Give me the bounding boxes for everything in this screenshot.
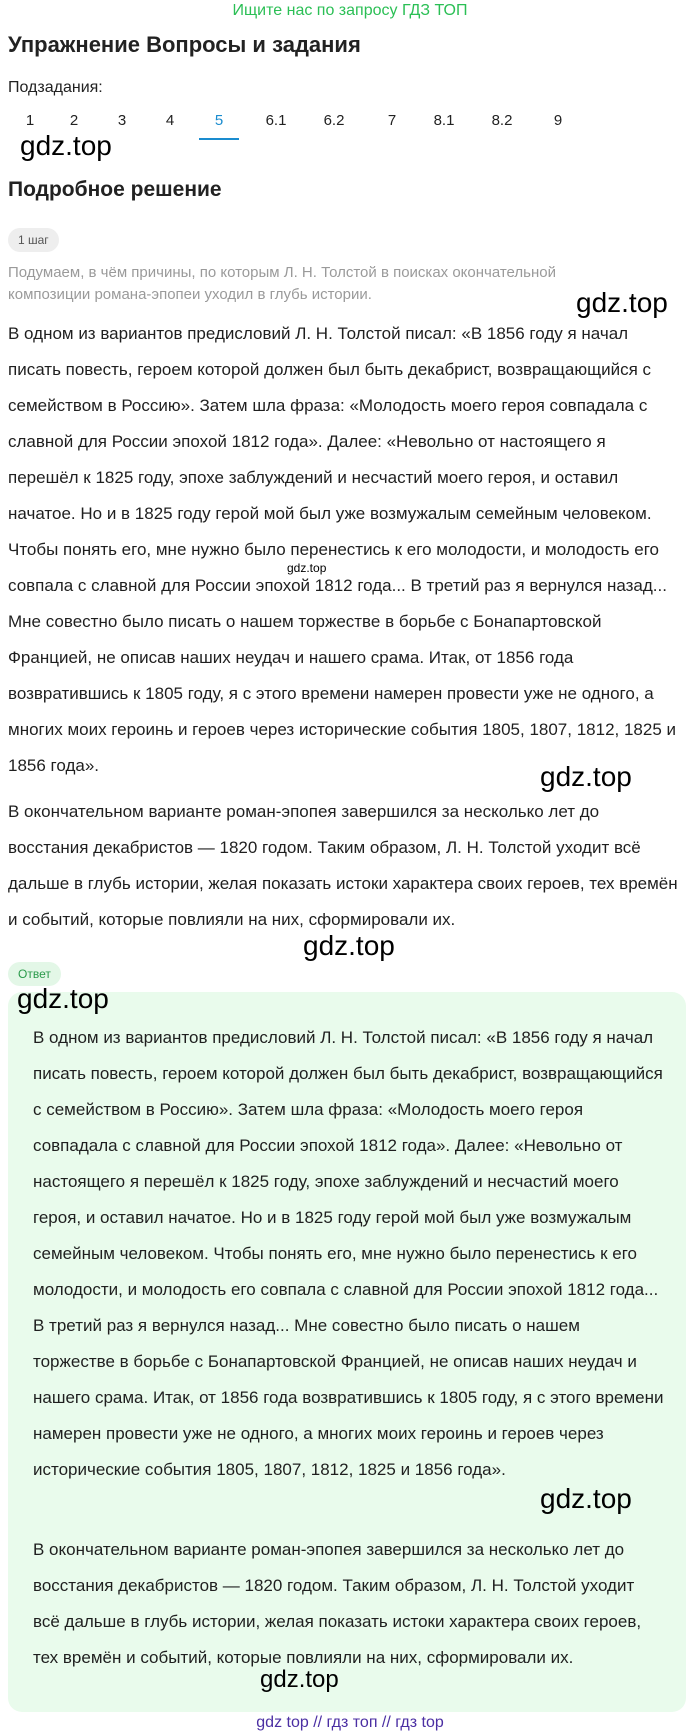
watermark: gdz.top [540,761,632,792]
watermark: gdz.top [260,1666,339,1693]
solution-paragraph-2: В окончательном варианте роман-эпопея завершился за несколько лет до восстания декабристов — 1820 годом. Таким образом, Л. Н. Толстой уходит всё дальше в глубь истории, желая показать истоки характера своих героев, тех времён и событий, которые повлияли на них, сформировали их. [8,802,678,929]
answer-badge: Ответ [8,962,61,986]
tab-6-1[interactable]: 6.1 [265,112,287,129]
watermark: gdz.top [576,287,668,318]
tab-8-1[interactable]: 8.1 [433,112,455,129]
tab-8-2[interactable]: 8.2 [491,112,513,129]
watermark-small: gdz.top [287,561,327,575]
tab-5[interactable]: 5 [199,104,239,140]
tab-6-2[interactable]: 6.2 [323,112,345,129]
step-badge: 1 шаг [8,228,59,252]
watermark: gdz.top [20,130,112,161]
tab-2[interactable]: 2 [69,112,79,129]
answer-paragraph-2: В окончательном варианте роман-эпопея завершился за несколько лет до восстания декабристов — 1820 годом. Таким образом, Л. Н. Толстой уходит всё дальше в глубь истории, желая показать истоки характера своих героев, тех времён и событий, которые повлияли на них, сформировали их. [33,1540,642,1667]
solution-paragraph-1: В одном из вариантов предисловий Л. Н. Толстой писал: «В 1856 году я начал писать повесть, героем которой должен был быть декабрист, возвращающийся с семейством в Россию». Затем шла фраза: «Молодость моего героя совпадала с славной для России эпохой 1812 года». Далее: «Невольно от настоящего я перешёл к 1825 году, эпохе заблуждений и несчастий моего героя, и оставил начатое. Но и в 1825 году герой мой был уже возмужалым семейным человеком. Чтобы понять его, мне нужно было перенестись к его молодости, и молодость его совпала с славной для России эпохой 1812 года... В третий раз я вернулся назад... Мне совестно было писать о нашем торжестве в борьбе с Бонапартовской Францией, не описав наших неудач и нашего срама. Итак, от 1856 года возвратившись к 1805 году, я с этого времени намерен провести уже не одного, а многих моих героинь и героев через исторические события 1805, 1807, 1812, 1825 и 1856 года». [8,324,677,775]
tab-4[interactable]: 4 [165,112,175,129]
tab-1[interactable]: 1 [25,112,35,129]
tab-9[interactable]: 9 [553,112,563,129]
tab-3[interactable]: 3 [117,112,127,129]
top-banner[interactable]: Ищите нас по запросу ГДЗ ТОП [232,2,468,19]
subtasks-label: Подзадания: [8,79,103,96]
hint-text: Подумаем, в чём причины, по которым Л. Н. Толстой в поисках окончательной композиции романа-эпопеи уходил в глубь истории. [8,264,556,303]
watermark: gdz.top [540,1483,632,1514]
watermark: gdz.top [303,930,395,961]
tab-7[interactable]: 7 [387,112,397,129]
watermark: gdz.top [17,983,109,1014]
answer-paragraph-1: В одном из вариантов предисловий Л. Н. Толстой писал: «В 1856 году я начал писать повесть, героем которой должен был быть декабрист, возвращающийся с семейством в Россию». Затем шла фраза: «Молодость моего героя совпадала с славной для России эпохой 1812 года». Далее: «Невольно от настоящего я перешёл к 1825 году, эпохе заблуждений и несчастий моего героя, и оставил начатое. Но и в 1825 году герой мой был уже возмужалым семейным человеком. Чтобы понять его, мне нужно было перенестись к его молодости, и молодость его совпала с славной для России эпохой 1812 года... В третий раз я вернулся назад... Мне совестно было писать о нашем торжестве в борьбе с Бонапартовской Францией, не описав наших неудач и нашего срама. Итак, от 1856 года возвратившись к 1805 году, я с этого времени намерен провести уже не одного, а многих моих героинь и героев через исторические события 1805, 1807, 1812, 1825 и 1856 года». [33,1028,664,1479]
section-title: Подробное решение [8,178,222,201]
page-title: Упражнение Вопросы и задания [8,32,361,57]
footer-links[interactable]: gdz top // гдз топ // гдз top [256,1714,444,1731]
